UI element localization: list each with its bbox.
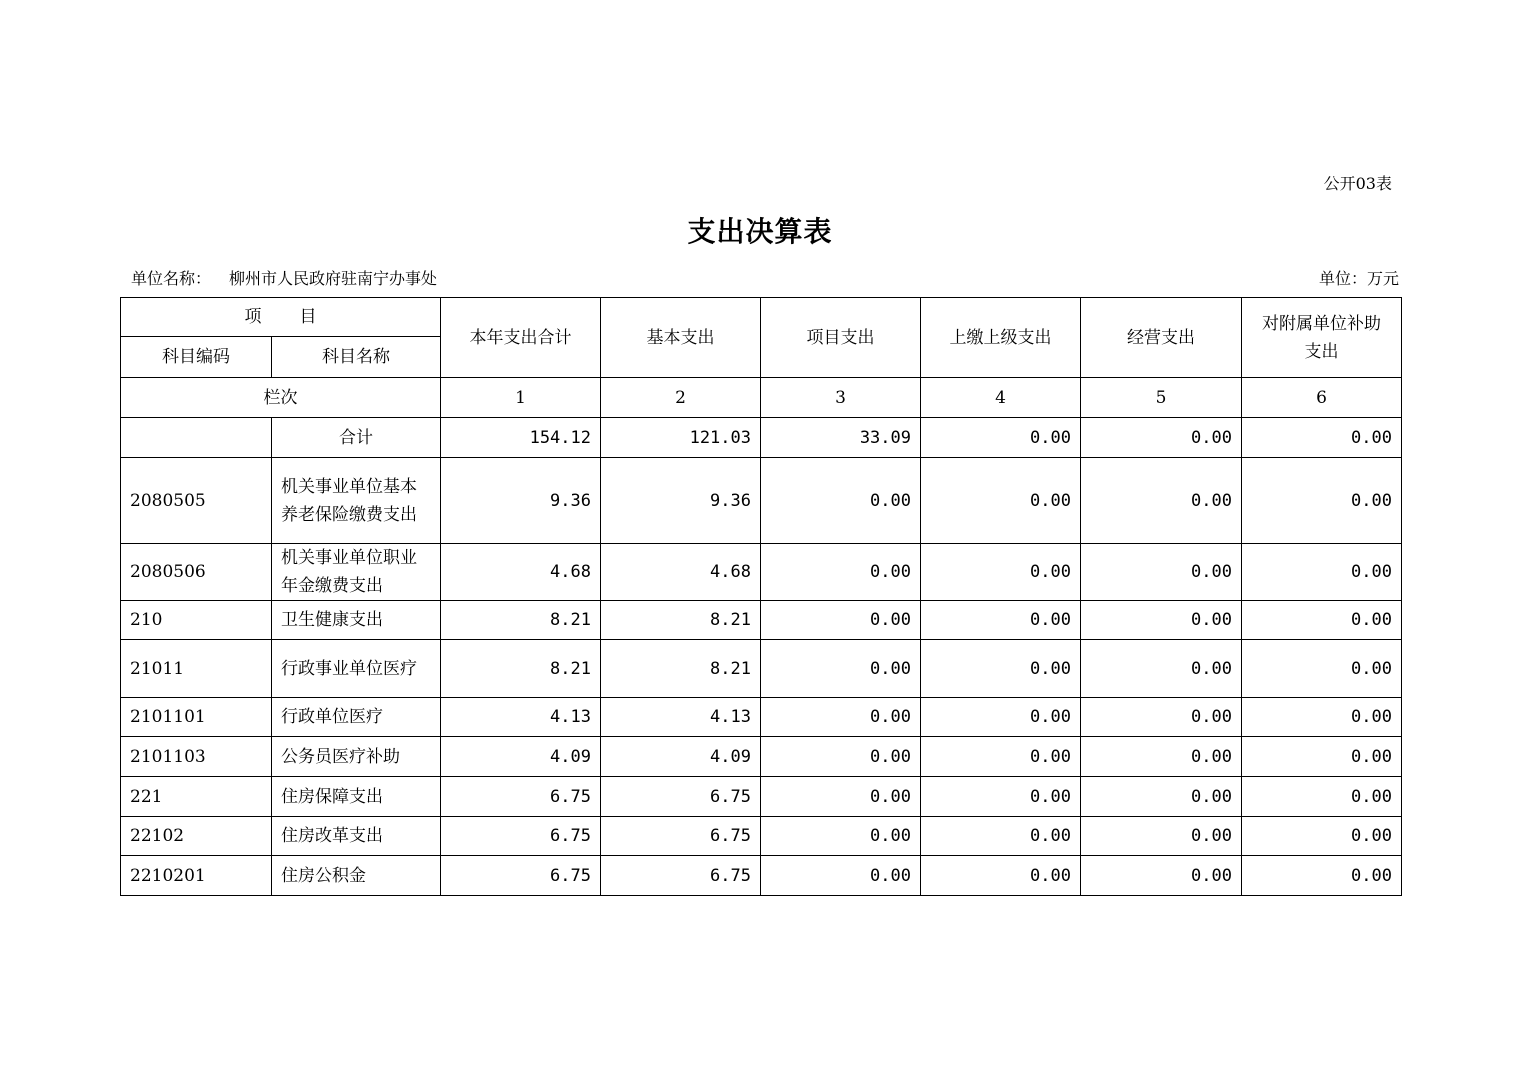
cell-value: 0.00 — [761, 777, 921, 817]
project-header-b: 目 — [299, 307, 317, 327]
subject-name: 行政单位医疗 — [272, 698, 441, 737]
cell-value: 0.00 — [1242, 777, 1402, 817]
unit-name-label: 单位名称： — [131, 269, 212, 288]
cell-value: 0.00 — [1242, 856, 1402, 896]
total-value: 33.09 — [761, 418, 921, 458]
cell-value: 4.09 — [441, 737, 601, 777]
cell-value: 0.00 — [1242, 698, 1402, 737]
total-value: 154.12 — [441, 418, 601, 458]
name-header: 科目名称 — [272, 337, 441, 378]
cell-value: 0.00 — [921, 817, 1081, 856]
cell-value: 0.00 — [921, 737, 1081, 777]
total-header: 本年支出合计 — [441, 298, 601, 378]
column-number: 2 — [601, 378, 761, 418]
unit-name-line — [131, 266, 437, 289]
cell-value: 6.75 — [601, 817, 761, 856]
subject-code: 221 — [121, 777, 272, 817]
cell-value: 0.00 — [1081, 601, 1242, 640]
subsidy-header — [1242, 298, 1402, 378]
cell-value: 0.00 — [1081, 817, 1242, 856]
cell-value: 6.75 — [441, 777, 601, 817]
cell-value: 0.00 — [761, 458, 921, 544]
subject-code: 2101101 — [121, 698, 272, 737]
header-row-1 — [121, 298, 1402, 337]
cell-value: 0.00 — [1242, 737, 1402, 777]
cell-value: 0.00 — [761, 856, 921, 896]
total-value: 0.00 — [921, 418, 1081, 458]
cell-value: 0.00 — [921, 601, 1081, 640]
table-row — [121, 601, 1402, 640]
cell-value: 4.68 — [441, 544, 601, 601]
column-number: 1 — [441, 378, 601, 418]
item-header: 项目支出 — [761, 298, 921, 378]
form-number: 公开03表 — [1323, 174, 1392, 193]
subsidy-header-line2: 支出 — [1304, 341, 1339, 362]
subject-name: 公务员医疗补助 — [272, 737, 441, 777]
column-number: 3 — [761, 378, 921, 418]
business-header: 经营支出 — [1081, 298, 1242, 378]
cell-value: 6.75 — [601, 777, 761, 817]
column-number: 5 — [1081, 378, 1242, 418]
subject-name: 住房改革支出 — [272, 817, 441, 856]
total-label: 合计 — [272, 418, 441, 458]
cell-value: 4.68 — [601, 544, 761, 601]
table-row — [121, 737, 1402, 777]
column-number: 4 — [921, 378, 1081, 418]
basic-header: 基本支出 — [601, 298, 761, 378]
cell-value: 8.21 — [441, 640, 601, 698]
subject-name: 机关事业单位职业年金缴费支出 — [272, 544, 441, 601]
cell-value: 0.00 — [1242, 640, 1402, 698]
unit-of-measure: 单位：万元 — [1318, 269, 1399, 288]
table-row — [121, 777, 1402, 817]
project-header-a: 项 — [244, 307, 262, 327]
cell-value: 0.00 — [921, 544, 1081, 601]
cell-value: 8.21 — [601, 640, 761, 698]
cell-value: 0.00 — [761, 737, 921, 777]
cell-value: 0.00 — [921, 458, 1081, 544]
project-header — [121, 298, 441, 337]
cell-value: 8.21 — [441, 601, 601, 640]
subject-name: 机关事业单位基本养老保险缴费支出 — [272, 458, 441, 544]
cell-value: 4.13 — [441, 698, 601, 737]
page-title: 支出决算表 — [687, 215, 833, 248]
column-number-label: 栏次 — [121, 378, 441, 418]
table-row — [121, 640, 1402, 698]
cell-value: 0.00 — [1242, 544, 1402, 601]
cell-value: 0.00 — [761, 817, 921, 856]
table-row — [121, 544, 1402, 601]
subject-code: 2080505 — [121, 458, 272, 544]
cell-value: 4.09 — [601, 737, 761, 777]
subject-code: 210 — [121, 601, 272, 640]
cell-value: 0.00 — [1081, 737, 1242, 777]
cell-value: 0.00 — [1081, 544, 1242, 601]
subject-name: 住房公积金 — [272, 856, 441, 896]
cell-value: 9.36 — [441, 458, 601, 544]
cell-value: 8.21 — [601, 601, 761, 640]
cell-value: 0.00 — [1081, 777, 1242, 817]
total-value: 0.00 — [1081, 418, 1242, 458]
subject-name: 卫生健康支出 — [272, 601, 441, 640]
total-value: 121.03 — [601, 418, 761, 458]
cell-value: 0.00 — [1081, 640, 1242, 698]
cell-value: 6.75 — [601, 856, 761, 896]
subsidy-header-line1: 对附属单位补助 — [1262, 313, 1381, 334]
cell-value: 0.00 — [1081, 698, 1242, 737]
cell-value: 9.36 — [601, 458, 761, 544]
cell-value: 6.75 — [441, 856, 601, 896]
subject-name: 行政事业单位医疗 — [272, 640, 441, 698]
expense-table — [120, 297, 1402, 896]
table-row — [121, 856, 1402, 896]
table-row — [121, 817, 1402, 856]
cell-value: 0.00 — [1242, 601, 1402, 640]
subject-code: 2210201 — [121, 856, 272, 896]
table-row — [121, 698, 1402, 737]
cell-value: 0.00 — [921, 640, 1081, 698]
subject-code: 22102 — [121, 817, 272, 856]
cell-value: 0.00 — [1242, 817, 1402, 856]
cell-value: 0.00 — [1081, 458, 1242, 544]
cell-value: 0.00 — [921, 777, 1081, 817]
subject-code: 2101103 — [121, 737, 272, 777]
cell-value: 0.00 — [921, 698, 1081, 737]
total-code-cell — [121, 418, 272, 458]
cell-value: 6.75 — [441, 817, 601, 856]
column-number-row — [121, 378, 1402, 418]
subject-code: 21011 — [121, 640, 272, 698]
column-number: 6 — [1242, 378, 1402, 418]
code-header: 科目编码 — [121, 337, 272, 378]
total-value: 0.00 — [1242, 418, 1402, 458]
cell-value: 0.00 — [921, 856, 1081, 896]
cell-value: 0.00 — [761, 601, 921, 640]
cell-value: 0.00 — [761, 640, 921, 698]
cell-value: 0.00 — [1242, 458, 1402, 544]
cell-value: 4.13 — [601, 698, 761, 737]
subject-name: 住房保障支出 — [272, 777, 441, 817]
cell-value: 0.00 — [1081, 856, 1242, 896]
cell-value: 0.00 — [761, 698, 921, 737]
total-row — [121, 418, 1402, 458]
table-row — [121, 458, 1402, 544]
subject-code: 2080506 — [121, 544, 272, 601]
unit-name-value: 柳州市人民政府驻南宁办事处 — [229, 269, 438, 288]
upper-header: 上缴上级支出 — [921, 298, 1081, 378]
cell-value: 0.00 — [761, 544, 921, 601]
